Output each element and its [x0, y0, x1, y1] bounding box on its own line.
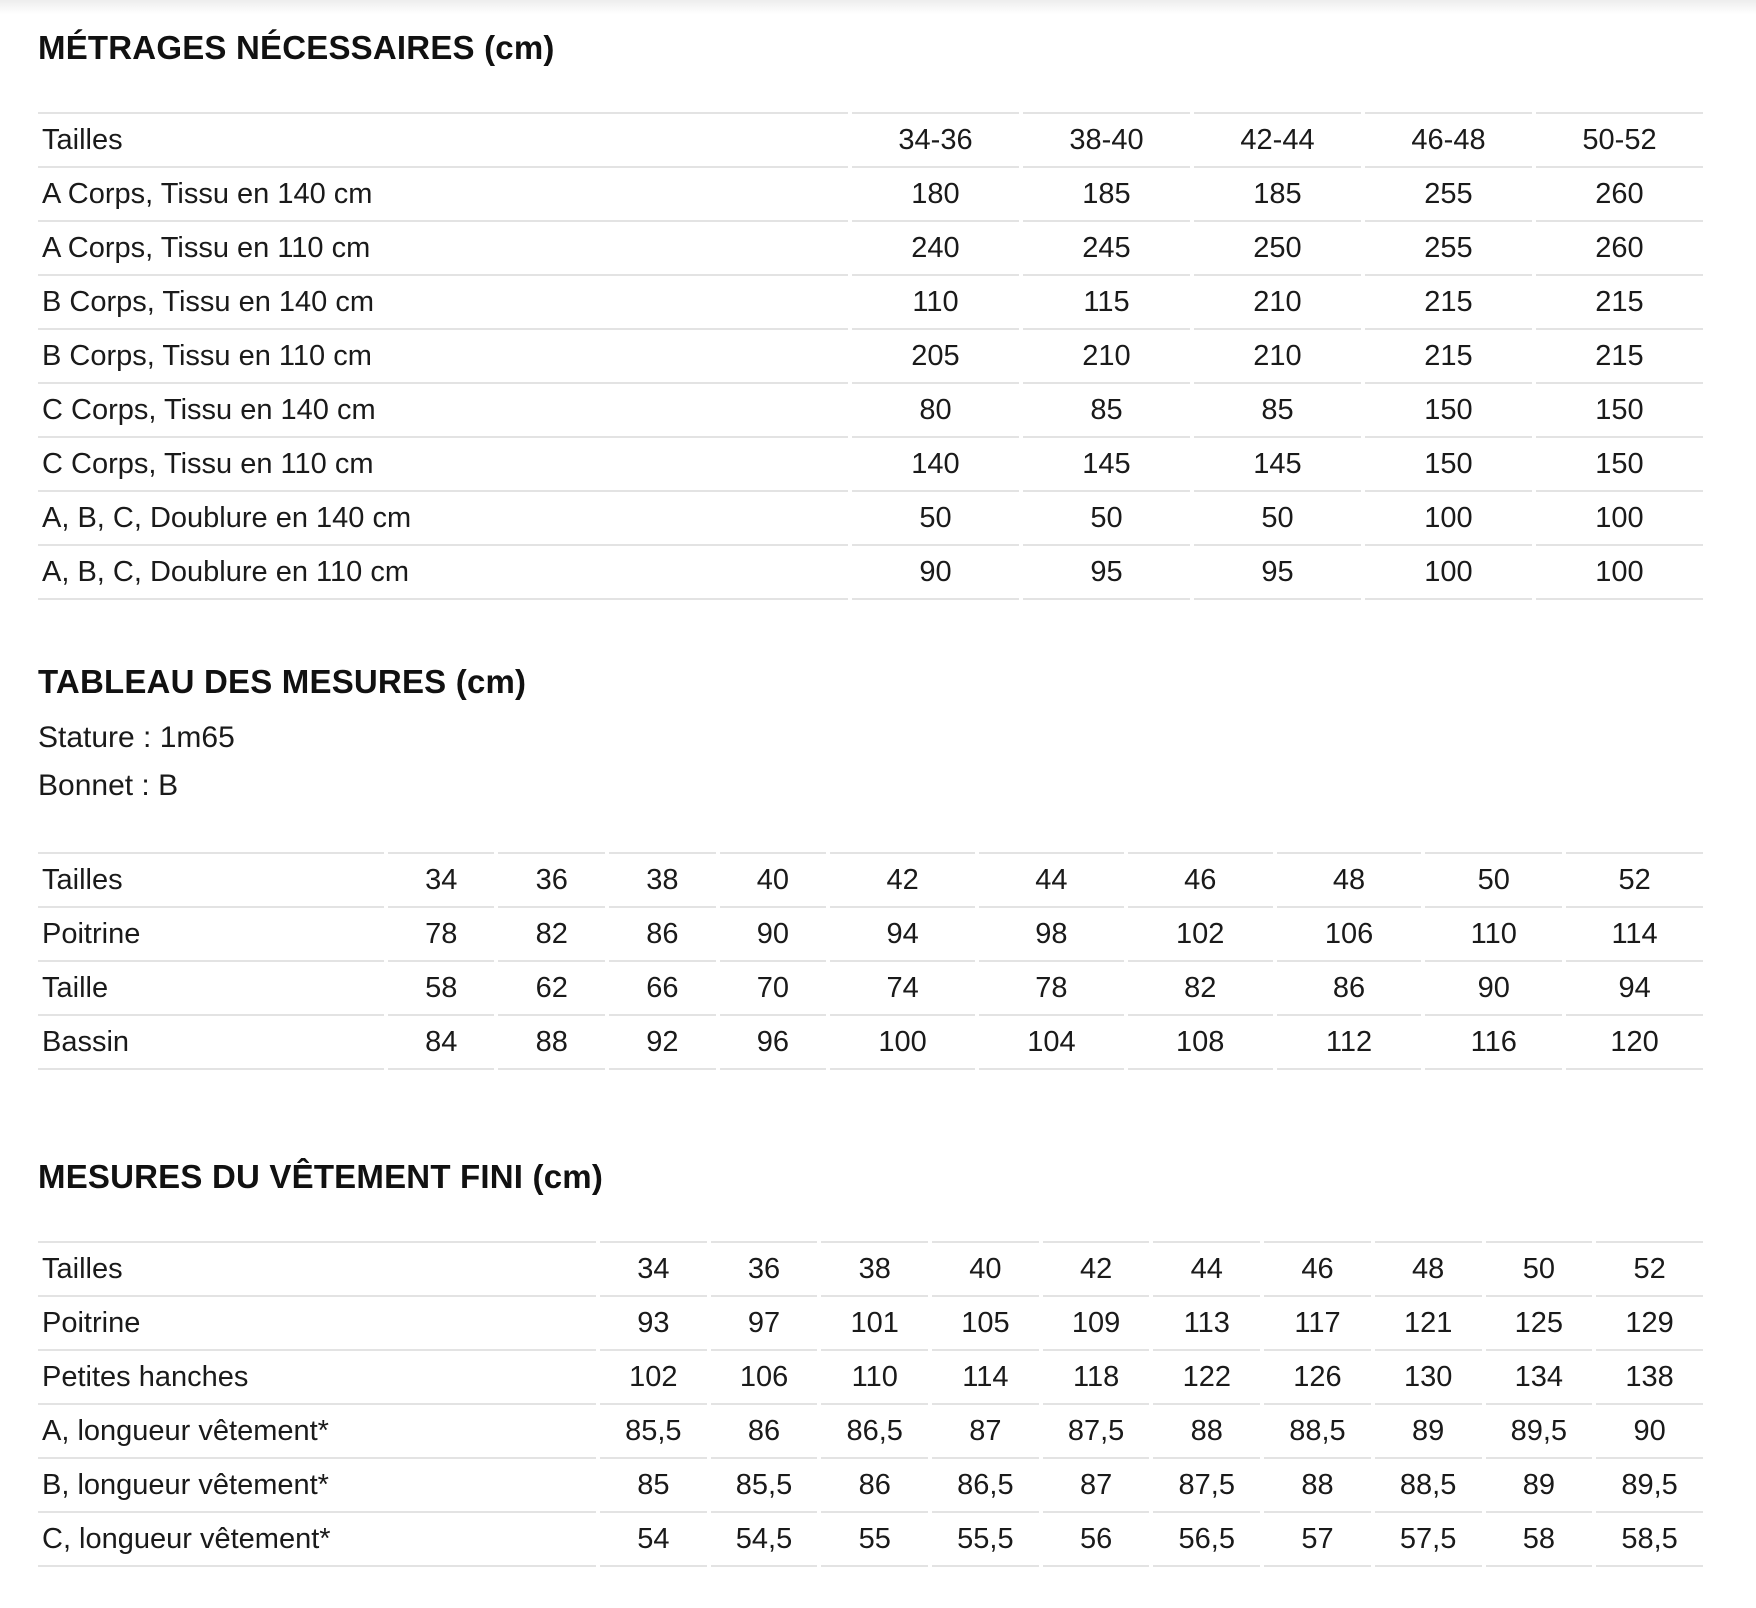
value-cell: 129 [1596, 1297, 1703, 1351]
size-header-cell: 44 [1153, 1241, 1260, 1297]
value-cell: 255 [1365, 222, 1532, 276]
row-label: Petites hanches [38, 1351, 596, 1405]
value-cell: 93 [600, 1297, 707, 1351]
top-shadow [0, 0, 1756, 14]
value-cell: 115 [1023, 276, 1190, 330]
row-label: C, longueur vêtement* [38, 1513, 596, 1567]
value-cell: 126 [1264, 1351, 1371, 1405]
value-cell: 117 [1264, 1297, 1371, 1351]
fini-section [38, 1157, 1703, 1567]
table-row [38, 222, 1703, 276]
value-cell: 100 [1536, 492, 1703, 546]
size-header-cell: 50 [1425, 852, 1562, 908]
value-cell: 88 [1153, 1405, 1260, 1459]
value-cell: 240 [852, 222, 1019, 276]
metrages-title: MÉTRAGES NÉCESSAIRES (cm) [38, 29, 555, 66]
row-label: A Corps, Tissu en 110 cm [38, 222, 848, 276]
value-cell: 86 [711, 1405, 818, 1459]
value-cell: 245 [1023, 222, 1190, 276]
stature-text: Stature : 1m65 [38, 721, 235, 754]
size-header-cell: 46 [1128, 852, 1273, 908]
size-header-cell: 50 [1486, 1241, 1593, 1297]
value-cell: 112 [1277, 1016, 1422, 1070]
value-cell: 89 [1486, 1459, 1593, 1513]
value-cell: 255 [1365, 168, 1532, 222]
value-cell: 210 [1194, 330, 1361, 384]
row-label: Tailles [38, 1241, 596, 1297]
mesures-title: TABLEAU DES MESURES (cm) [38, 663, 527, 700]
value-cell: 95 [1194, 546, 1361, 600]
value-cell: 50 [1023, 492, 1190, 546]
value-cell: 85,5 [600, 1405, 707, 1459]
value-cell: 86 [609, 908, 716, 962]
value-cell: 185 [1194, 168, 1361, 222]
size-header-cell: 38 [609, 852, 716, 908]
value-cell: 116 [1425, 1016, 1562, 1070]
value-cell: 89 [1375, 1405, 1482, 1459]
value-cell: 210 [1194, 276, 1361, 330]
value-cell: 90 [852, 546, 1019, 600]
value-cell: 104 [979, 1016, 1124, 1070]
value-cell: 87,5 [1153, 1459, 1260, 1513]
header-row [38, 112, 1703, 168]
metrages-table [34, 112, 1707, 600]
value-cell: 89,5 [1596, 1459, 1703, 1513]
value-cell: 120 [1566, 1016, 1703, 1070]
row-label: Poitrine [38, 908, 384, 962]
value-cell: 54 [600, 1513, 707, 1567]
value-cell: 82 [498, 908, 605, 962]
size-header-cell: 52 [1566, 852, 1703, 908]
value-cell: 55,5 [932, 1513, 1039, 1567]
row-label: C Corps, Tissu en 110 cm [38, 438, 848, 492]
table-row [38, 908, 1703, 962]
row-label: B Corps, Tissu en 140 cm [38, 276, 848, 330]
size-header-cell: 42 [1043, 1241, 1150, 1297]
row-label: Poitrine [38, 1297, 596, 1351]
value-cell: 88,5 [1375, 1459, 1482, 1513]
header-row [38, 852, 1703, 908]
value-cell: 58 [1486, 1513, 1593, 1567]
value-cell: 90 [1425, 962, 1562, 1016]
value-cell: 145 [1023, 438, 1190, 492]
value-cell: 88,5 [1264, 1405, 1371, 1459]
value-cell: 58 [388, 962, 495, 1016]
size-header-cell: 48 [1375, 1241, 1482, 1297]
table-row [38, 384, 1703, 438]
value-cell: 260 [1536, 168, 1703, 222]
value-cell: 114 [1566, 908, 1703, 962]
row-label: Bassin [38, 1016, 384, 1070]
fini-table [34, 1241, 1707, 1567]
size-header-cell: 46-48 [1365, 112, 1532, 168]
table-row [38, 330, 1703, 384]
value-cell: 55 [821, 1513, 928, 1567]
value-cell: 108 [1128, 1016, 1273, 1070]
value-cell: 100 [1536, 546, 1703, 600]
value-cell: 110 [852, 276, 1019, 330]
mesures-section [38, 662, 1703, 1070]
value-cell: 78 [388, 908, 495, 962]
size-header-cell: 34 [388, 852, 495, 908]
bonnet-text: Bonnet : B [38, 769, 179, 802]
value-cell: 109 [1043, 1297, 1150, 1351]
value-cell: 100 [830, 1016, 975, 1070]
size-header-cell: 48 [1277, 852, 1422, 908]
size-header-cell: 50-52 [1536, 112, 1703, 168]
value-cell: 95 [1023, 546, 1190, 600]
size-header-cell: 42 [830, 852, 975, 908]
row-label: C Corps, Tissu en 140 cm [38, 384, 848, 438]
size-header-cell: 40 [932, 1241, 1039, 1297]
value-cell: 88 [1264, 1459, 1371, 1513]
size-header-cell: 46 [1264, 1241, 1371, 1297]
value-cell: 100 [1365, 492, 1532, 546]
table-row [38, 1016, 1703, 1070]
value-cell: 110 [1425, 908, 1562, 962]
value-cell: 86 [1277, 962, 1422, 1016]
value-cell: 100 [1365, 546, 1532, 600]
value-cell: 86,5 [932, 1459, 1039, 1513]
value-cell: 86 [821, 1459, 928, 1513]
value-cell: 94 [830, 908, 975, 962]
value-cell: 89,5 [1486, 1405, 1593, 1459]
value-cell: 57,5 [1375, 1513, 1482, 1567]
value-cell: 114 [932, 1351, 1039, 1405]
value-cell: 150 [1365, 384, 1532, 438]
value-cell: 74 [830, 962, 975, 1016]
value-cell: 150 [1365, 438, 1532, 492]
value-cell: 215 [1536, 330, 1703, 384]
value-cell: 94 [1566, 962, 1703, 1016]
table-row [38, 1297, 1703, 1351]
value-cell: 56 [1043, 1513, 1150, 1567]
table-row [38, 1459, 1703, 1513]
value-cell: 98 [979, 908, 1124, 962]
value-cell: 90 [720, 908, 827, 962]
metrages-section [38, 28, 1703, 600]
value-cell: 106 [1277, 908, 1422, 962]
table-row [38, 276, 1703, 330]
value-cell: 87 [932, 1405, 1039, 1459]
size-header-cell: 38-40 [1023, 112, 1190, 168]
value-cell: 130 [1375, 1351, 1482, 1405]
row-label: B Corps, Tissu en 110 cm [38, 330, 848, 384]
value-cell: 50 [1194, 492, 1361, 546]
value-cell: 110 [821, 1351, 928, 1405]
mesures-table [34, 852, 1707, 1070]
value-cell: 50 [852, 492, 1019, 546]
table-row [38, 168, 1703, 222]
value-cell: 84 [388, 1016, 495, 1070]
row-label: A, longueur vêtement* [38, 1405, 596, 1459]
size-header-cell: 34-36 [852, 112, 1019, 168]
value-cell: 150 [1536, 438, 1703, 492]
value-cell: 85 [1194, 384, 1361, 438]
value-cell: 57 [1264, 1513, 1371, 1567]
value-cell: 85 [1023, 384, 1190, 438]
value-cell: 96 [720, 1016, 827, 1070]
value-cell: 145 [1194, 438, 1361, 492]
value-cell: 134 [1486, 1351, 1593, 1405]
value-cell: 80 [852, 384, 1019, 438]
row-label: Taille [38, 962, 384, 1016]
value-cell: 87 [1043, 1459, 1150, 1513]
value-cell: 113 [1153, 1297, 1260, 1351]
value-cell: 105 [932, 1297, 1039, 1351]
value-cell: 106 [711, 1351, 818, 1405]
value-cell: 87,5 [1043, 1405, 1150, 1459]
size-header-cell: 36 [711, 1241, 818, 1297]
size-header-cell: 34 [600, 1241, 707, 1297]
row-label: B, longueur vêtement* [38, 1459, 596, 1513]
value-cell: 122 [1153, 1351, 1260, 1405]
size-header-cell: 36 [498, 852, 605, 908]
value-cell: 101 [821, 1297, 928, 1351]
size-header-cell: 42-44 [1194, 112, 1361, 168]
value-cell: 210 [1023, 330, 1190, 384]
value-cell: 118 [1043, 1351, 1150, 1405]
value-cell: 260 [1536, 222, 1703, 276]
table-row [38, 492, 1703, 546]
size-header-cell: 52 [1596, 1241, 1703, 1297]
value-cell: 62 [498, 962, 605, 1016]
value-cell: 92 [609, 1016, 716, 1070]
value-cell: 180 [852, 168, 1019, 222]
value-cell: 138 [1596, 1351, 1703, 1405]
size-header-cell: 38 [821, 1241, 928, 1297]
row-label: Tailles [38, 112, 848, 168]
row-label: A, B, C, Doublure en 140 cm [38, 492, 848, 546]
value-cell: 56,5 [1153, 1513, 1260, 1567]
value-cell: 102 [600, 1351, 707, 1405]
value-cell: 97 [711, 1297, 818, 1351]
value-cell: 140 [852, 438, 1019, 492]
header-row [38, 1241, 1703, 1297]
row-label: A, B, C, Doublure en 110 cm [38, 546, 848, 600]
value-cell: 58,5 [1596, 1513, 1703, 1567]
value-cell: 78 [979, 962, 1124, 1016]
size-header-cell: 44 [979, 852, 1124, 908]
value-cell: 150 [1536, 384, 1703, 438]
row-label: A Corps, Tissu en 140 cm [38, 168, 848, 222]
value-cell: 215 [1536, 276, 1703, 330]
value-cell: 121 [1375, 1297, 1482, 1351]
table-row [38, 1513, 1703, 1567]
size-header-cell: 40 [720, 852, 827, 908]
table-row [38, 962, 1703, 1016]
value-cell: 85,5 [711, 1459, 818, 1513]
value-cell: 54,5 [711, 1513, 818, 1567]
value-cell: 102 [1128, 908, 1273, 962]
value-cell: 70 [720, 962, 827, 1016]
table-row [38, 438, 1703, 492]
fini-title: MESURES DU VÊTEMENT FINI (cm) [38, 1158, 604, 1195]
table-row [38, 546, 1703, 600]
row-label: Tailles [38, 852, 384, 908]
value-cell: 125 [1486, 1297, 1593, 1351]
value-cell: 205 [852, 330, 1019, 384]
value-cell: 88 [498, 1016, 605, 1070]
value-cell: 90 [1596, 1405, 1703, 1459]
value-cell: 215 [1365, 276, 1532, 330]
value-cell: 250 [1194, 222, 1361, 276]
value-cell: 82 [1128, 962, 1273, 1016]
table-row [38, 1405, 1703, 1459]
value-cell: 66 [609, 962, 716, 1016]
value-cell: 86,5 [821, 1405, 928, 1459]
table-row [38, 1351, 1703, 1405]
value-cell: 85 [600, 1459, 707, 1513]
value-cell: 215 [1365, 330, 1532, 384]
value-cell: 185 [1023, 168, 1190, 222]
